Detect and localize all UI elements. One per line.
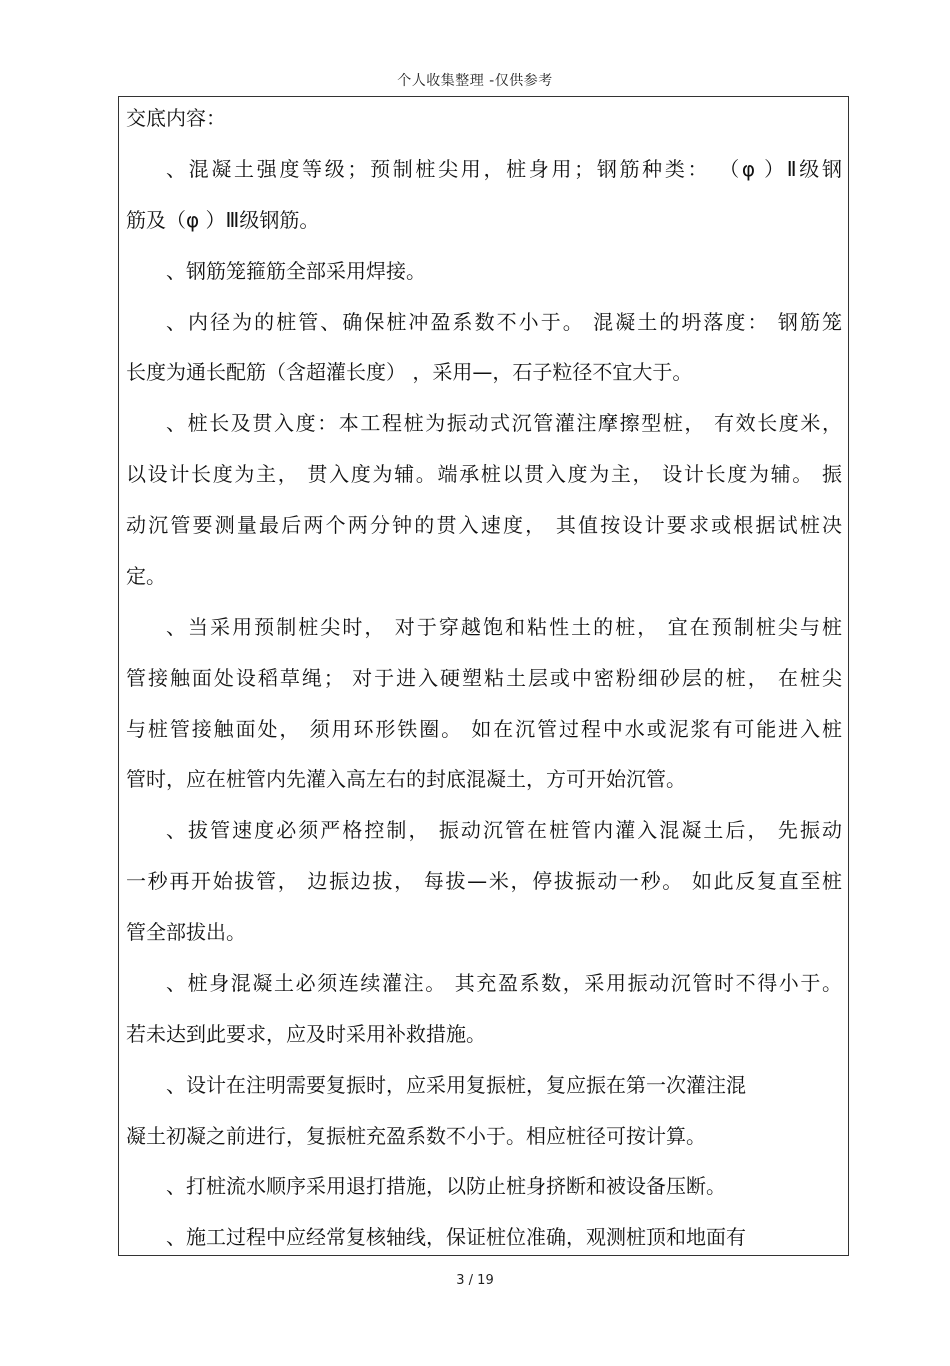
text-line: 一秒再开始拔管， 边振边拔， 每拔—米，停拔振动一秒。 如此反复直至桩 (126, 869, 842, 893)
section-title: 交底内容： (126, 106, 226, 130)
text-line: 若未达到此要求，应及时采用补救措施。 (126, 1022, 486, 1046)
text-line: 长度为通长配筋（含超灌长度） ，采用—，石子粒径不宜大于。 (126, 360, 693, 384)
text-line: 、桩长及贯入度：本工程桩为振动式沉管灌注摩擦型桩， 有效长度米， (166, 411, 842, 435)
text-line: 、当采用预制桩尖时， 对于穿越饱和粘性土的桩， 宜在预制桩尖与桩 (166, 615, 842, 639)
page-number: 3 / 19 (456, 1273, 494, 1288)
content-frame (118, 96, 849, 1256)
text-line: 、施工过程中应经常复核轴线，保证桩位准确，观测桩顶和地面有 (166, 1225, 746, 1249)
text-line: 、打桩流水顺序采用退打措施，以防止桩身挤断和被设备压断。 (166, 1174, 726, 1198)
text-line: 与桩管接触面处， 须用环形铁圈。 如在沉管过程中水或泥浆有可能进入桩 (126, 717, 842, 741)
text-line: 、混凝土强度等级；预制桩尖用，桩身用；钢筋种类： （φ ）Ⅱ级钢 (166, 157, 842, 181)
text-line: 管接触面处设稻草绳； 对于进入硬塑粘土层或中密粉细砂层的桩， 在桩尖 (126, 666, 842, 690)
text-line: 定。 (126, 564, 166, 588)
page-header: 个人收集整理 -仅供参考 (397, 73, 553, 89)
text-line: 、设计在注明需要复振时，应采用复振桩，复应振在第一次灌注混 (166, 1073, 746, 1097)
text-line: 、拔管速度必须严格控制， 振动沉管在桩管内灌入混凝土后， 先振动 (166, 818, 842, 842)
text-line: 、钢筋笼箍筋全部采用焊接。 (166, 259, 426, 283)
text-line: 、桩身混凝土必须连续灌注。 其充盈系数，采用振动沉管时不得小于。 (166, 971, 842, 995)
text-line: 凝土初凝之前进行，复振桩充盈系数不小于。相应桩径可按计算。 (126, 1124, 706, 1148)
text-line: 以设计长度为主， 贯入度为辅。端承桩以贯入度为主， 设计长度为辅。 振 (126, 462, 842, 486)
text-line: 管全部拔出。 (126, 920, 246, 944)
text-line: 管时，应在桩管内先灌入高左右的封底混凝土，方可开始沉管。 (126, 767, 686, 791)
text-line: 、内径为的桩管、确保桩冲盈系数不小于。 混凝土的坍落度： 钢筋笼 (166, 310, 842, 334)
text-line: 筋及（φ ）Ⅲ级钢筋。 (126, 208, 320, 232)
text-line: 动沉管要测量最后两个两分钟的贯入速度， 其值按设计要求或根据试桩决 (126, 513, 842, 537)
